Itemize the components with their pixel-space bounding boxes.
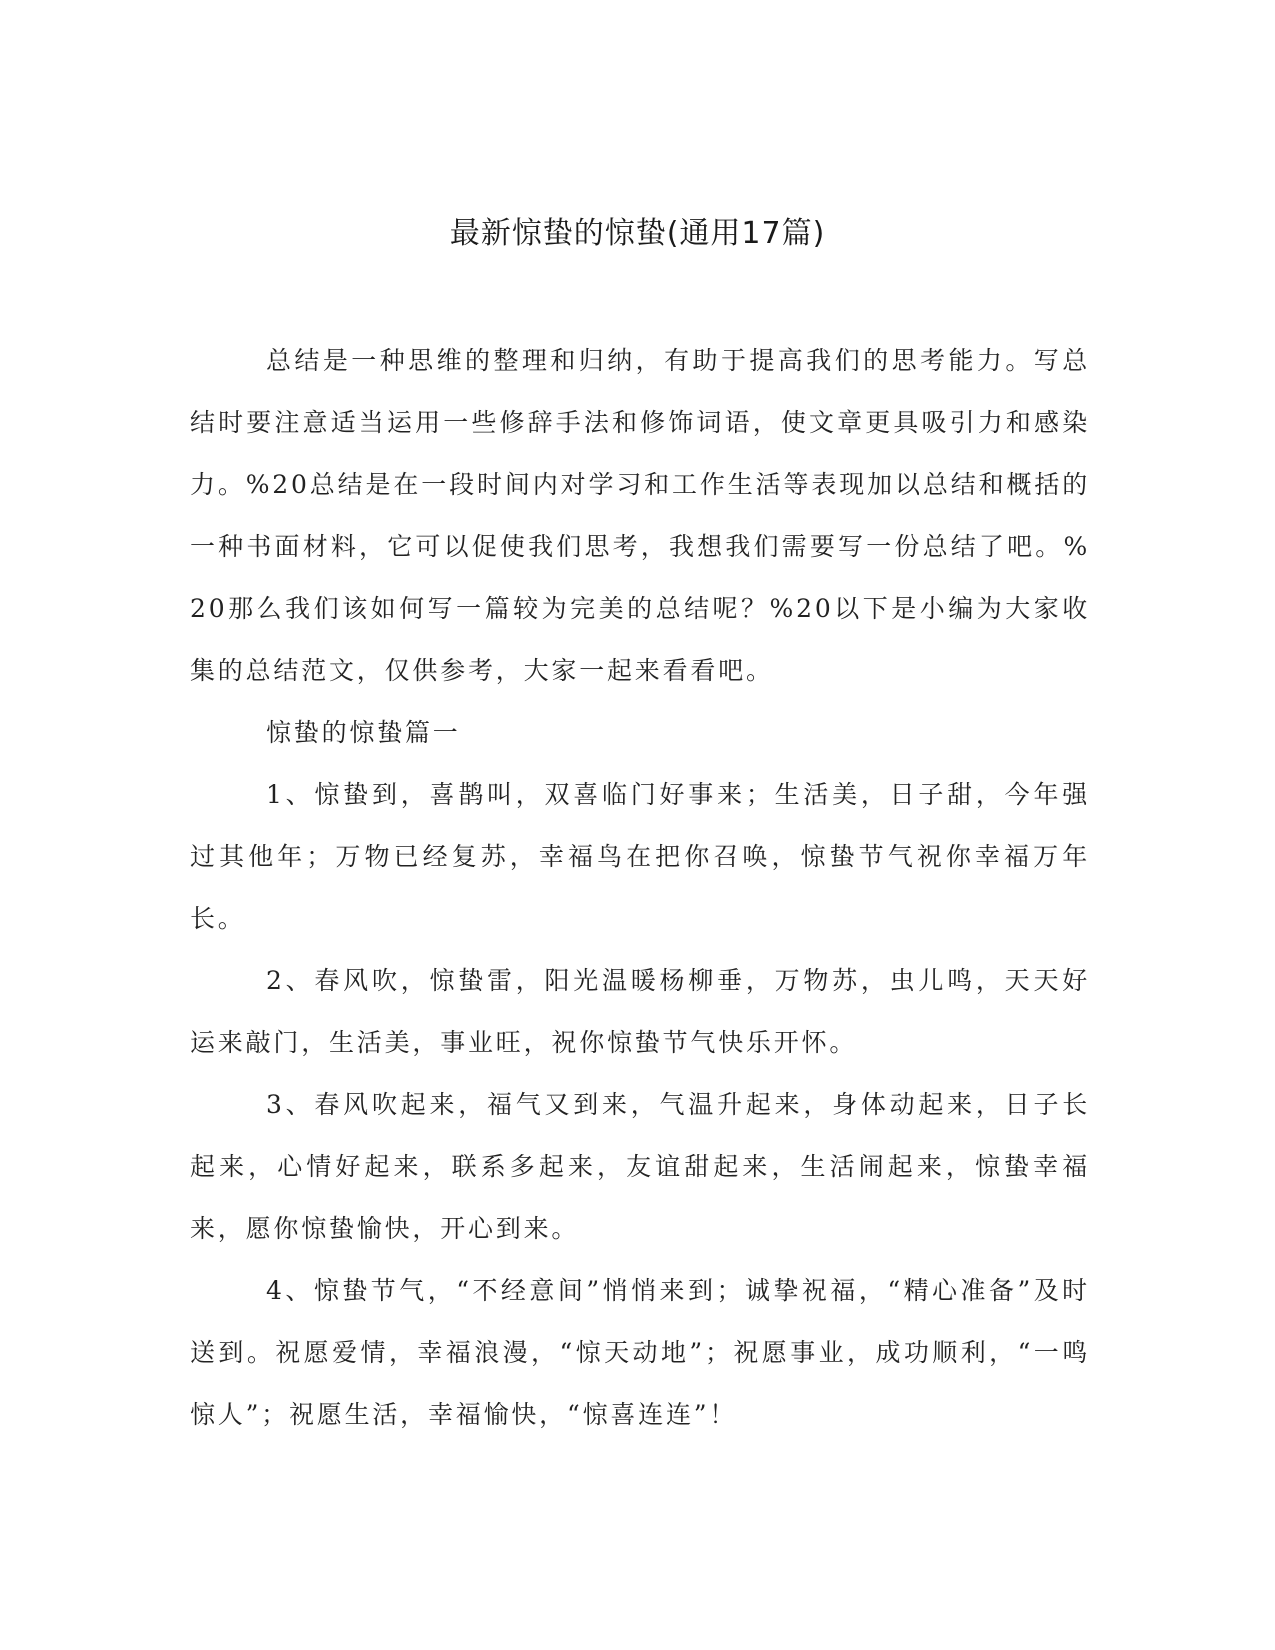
list-item: 2、春风吹，惊蛰雷，阳光温暖杨柳垂，万物苏，虫儿鸣，天天好运来敲门，生活美，事业旺，祝你惊蛰节气快乐开怀。	[190, 966, 1090, 1057]
list-item: 3、春风吹起来，福气又到来，气温升起来，身体动起来，日子长起来，心情好起来，联系多起来，友谊甜起来，生活闹起来，惊蛰幸福来，愿你惊蛰愉快，开心到来。	[190, 1090, 1090, 1243]
document-title: 最新惊蛰的惊蛰(通用17篇)	[449, 216, 826, 251]
document-body	[190, 330, 1090, 1446]
intro-paragraph: 总结是一种思维的整理和归纳，有助于提高我们的思考能力。写总结时要注意适当运用一些修辞手法和修饰词语，使文章更具吸引力和感染力。%20总结是在一段时间内对学习和工作生活等表现加以总结和概括的一种书面材料，它可以促使我们思考，我想我们需要写一份总结了吧。%20那么我们该如何写一篇较为完美的总结呢？%20以下是小编为大家收集的总结范文，仅供参考，大家一起来看看吧。	[190, 346, 1090, 685]
list-item: 4、惊蛰节气，“不经意间”悄悄来到；诚挚祝福，“精心准备”及时送到。祝愿爱情，幸福浪漫，“惊天动地”；祝愿事业，成功顺利，“一鸣惊人”；祝愿生活，幸福愉快，“惊喜连连”！	[190, 1276, 1090, 1429]
section-heading: 惊蛰的惊蛰篇一	[266, 718, 461, 747]
list-item: 1、惊蛰到，喜鹊叫，双喜临门好事来；生活美，日子甜，今年强过其他年；万物已经复苏，幸福鸟在把你召唤，惊蛰节气祝你幸福万年长。	[190, 780, 1090, 933]
